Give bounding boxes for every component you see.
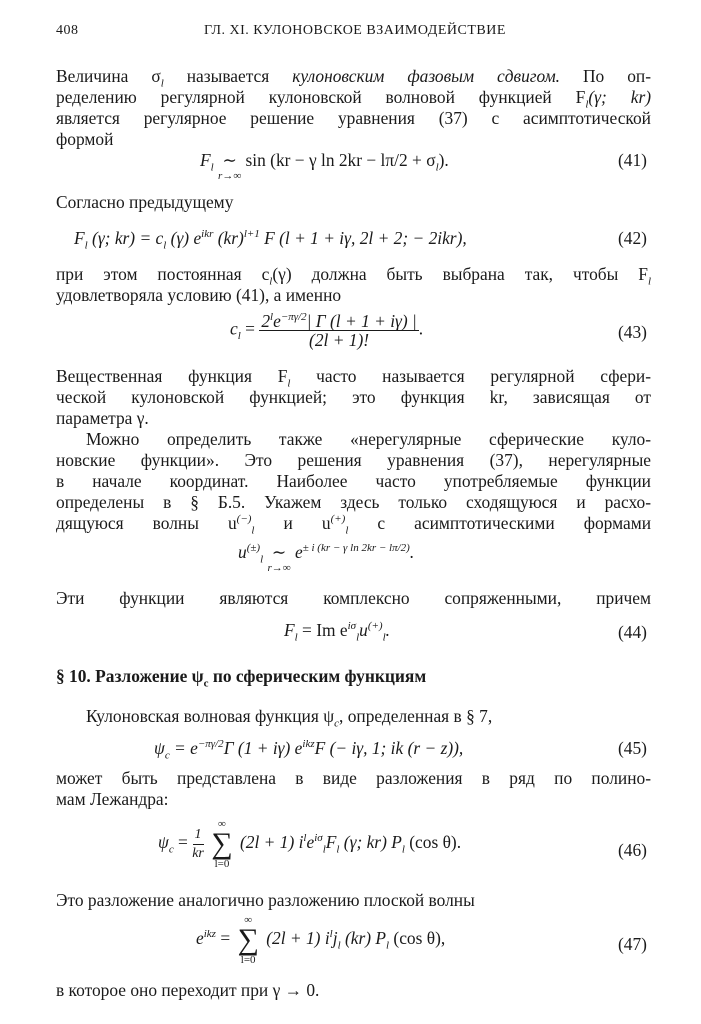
equation-41: $F_l$ ∼ r→∞ sin (kr − γ $\ln 2kr - l\pi/2 + \sigma_l$). (200, 150, 449, 182)
para3-line2: ческой кулоновской функцией; это функция kr, зависящая от (56, 387, 651, 407)
equation-43-number: (43) (618, 322, 647, 342)
para6-line1: Кулоновская волновая функция $\psi_c$, определенная в § 7, (86, 706, 493, 730)
para2-line2: удовлетворяла условию (41), а именно (56, 285, 342, 305)
para4-line5: дящуюся волны $u^{(-)}_l$ и $u^{(+)}_l$ с асимптотическими формами (56, 513, 652, 537)
para1-line2: ределению регулярной кулоновской волновой функцией $F_l(\gamma$; kr) (56, 87, 651, 111)
equation-43: $c_l$ = $\frac{2^le^{-\pi\gamma/2}| \Gamma (l + 1 + i\gamma) |}{(2l + 1)!}$ . (230, 311, 424, 350)
equation-46-number: (46) (618, 840, 647, 860)
equation-41-number: (41) (618, 150, 647, 170)
para3-line3: параметра γ. (56, 408, 149, 428)
para7-line2: мам Лежандра: (56, 789, 169, 809)
para8-line1: Это разложение аналогично разложению плоской волны (56, 890, 475, 910)
equation-44-number: (44) (618, 622, 647, 642)
equation-44: $F_l = Im$ $e^{i\sigma}_lu^{(+)}_l$. (284, 620, 390, 644)
para1-line1: Величина $\sigma_l$ называется кулоновским фазовым сдвигом. По оп- (56, 66, 651, 90)
para1-line4: формой (56, 129, 114, 149)
para7-line1: может быть представлена в виде разложения в ряд по полино- (56, 768, 651, 788)
para4-line1: Можно определить также «нерегулярные сферические куло- (86, 429, 651, 449)
para9-line1: в которое оно переходит при γ → 0. (56, 980, 320, 1000)
equation-42-number: (42) (618, 228, 647, 248)
equation-45-number: (45) (618, 738, 647, 758)
para5-line1: Эти функции являются комплексно сопряженными, причем (56, 588, 651, 608)
page-number: 408 (56, 23, 79, 38)
para3-line1: Вещественная функция $F_l$ часто называется регулярной сфери- (56, 366, 651, 390)
soglasno-line: Согласно предыдущему (56, 192, 234, 212)
para1-line3: является регулярное решение уравнения (37) с асимптотической (56, 108, 651, 128)
para2-line1: при этом постоянная $c_l(\gamma)$ должна быть выбрана так, чтобы $F_l$ (56, 264, 651, 288)
equation-47: $e^{ikz}$ = ∞ ∑ l=0 (2l + 1) $i^lj_l$ (kr) $P_l$ (cos θ), (196, 914, 446, 966)
section-heading: § 10. Разложение $\psi_c$ по сферическим функциям (56, 666, 427, 690)
para4-line2: новские функции». Это решения уравнения (37), нерегулярные (56, 450, 651, 470)
equation-46: $\psi_c$ = $\frac{1}{kr}$ ∞ ∑ l=0 (2l + 1) $i^le^{i\sigma}_lF_l$ (γ; kr) $P_l$ (cos θ). (158, 818, 462, 870)
running-title: ГЛ. XI. КУЛОНОВСКОЕ ВЗАИМОДЕЙСТВИЕ (204, 23, 506, 38)
equation-u-pm: $u^{(\pm)}_l$ ∼ r→∞ $e^{\pm i (kr - \gamma ln 2kr - l\pi/2)}$. (238, 542, 415, 574)
equation-47-number: (47) (618, 934, 647, 954)
para4-line4: определены в § Б.5. Укажем здесь только сходящуюся и расхо- (56, 492, 651, 512)
equation-42: $F_l$ (γ; $kr) = c_l$ (γ) $e^{ikr}$ (kr)$^{l+1}$ F (l + 1 + iγ, 2l + 2; − 2ikr), (74, 228, 467, 252)
equation-45: $\psi_c = e^{-\pi\gamma/2}\Gamma$ (1 + iγ) $e^{ikz}F$ (− iγ, 1; ik (r − z)), (154, 738, 464, 762)
para4-line3: в начале координат. Наиболее часто употребляемые функции (56, 471, 651, 491)
